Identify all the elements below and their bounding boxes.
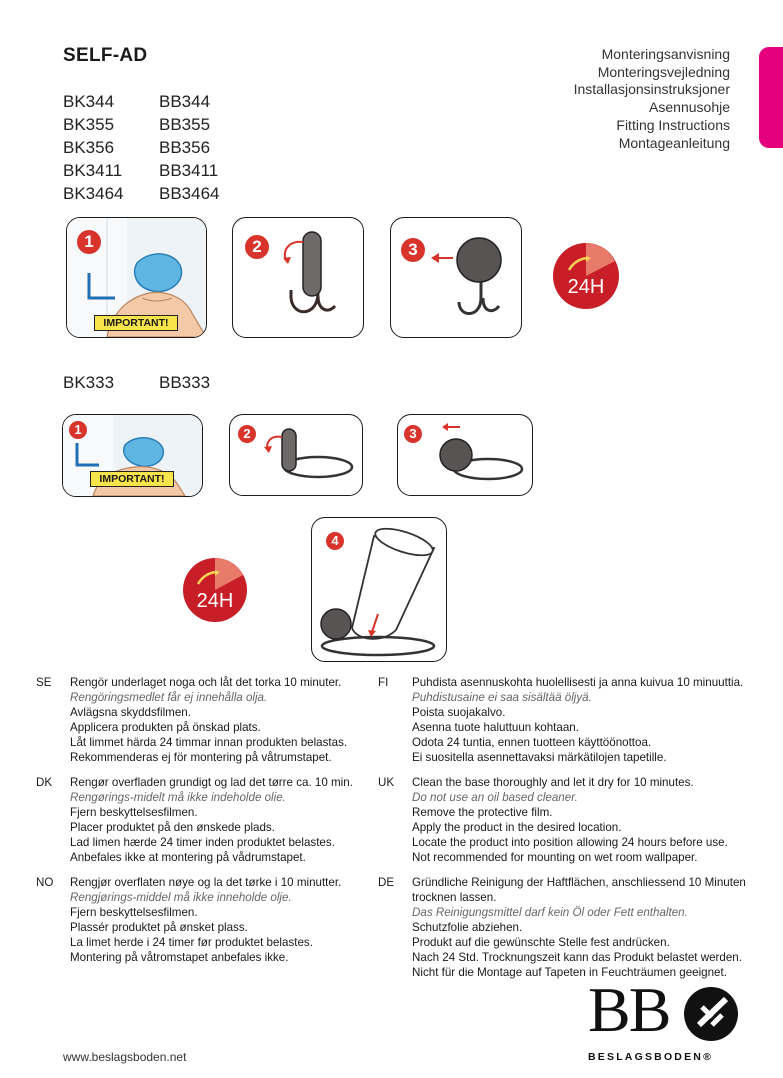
instruction-note: Rengöringsmedlet får ej innehålla olja.: [70, 691, 268, 704]
step-number: 2: [238, 425, 256, 443]
instructions-de: [378, 875, 778, 985]
instruction-title: Monteringsvejledning: [597, 63, 730, 80]
instruction-line: Fjern beskyttelsesfilmen.: [70, 906, 198, 919]
step-number: 1: [69, 421, 87, 439]
step1-panel: [66, 217, 207, 338]
step-number: 3: [401, 238, 425, 262]
instruction-titles: [574, 46, 730, 152]
hook-mount-illustration: [391, 218, 521, 337]
instruction-line: Fjern beskyttelsesfilmen.: [70, 806, 198, 819]
model-code: BB3464: [159, 184, 220, 203]
instruction-line: Lad limen hærde 24 timer inden produktet belastes.: [70, 836, 335, 849]
step-number: 4: [326, 532, 344, 550]
step-number: 2: [245, 235, 269, 259]
model-list-bk: [63, 90, 124, 205]
instruction-line: Montering på våtromstapet anbefales ikke.: [70, 951, 289, 964]
instruction-line: Produkt auf die gewünschte Stelle fest andrücken.: [412, 936, 670, 949]
language-code: FI: [378, 676, 389, 689]
instruction-note: Do not use an oil based cleaner.: [412, 791, 578, 804]
instruction-line: Placer produktet på den ønskede plads.: [70, 821, 275, 834]
instruction-line: Nicht für die Montage auf Tapeten in Feuchträumen geeignet.: [412, 966, 727, 979]
instruction-line: Rengjør overflaten nøye og la det tørke i 10 minutter.: [70, 876, 342, 889]
instruction-line: La limet herde i 24 timer før produktet belastes.: [70, 936, 313, 949]
instruction-line: trocknen lassen.: [412, 891, 497, 904]
instruction-line: Puhdista asennuskohta huolellisesti ja anna kuivua 10 minuuttia.: [412, 676, 744, 689]
instruction-line: Rengör underlaget noga och låt det torka 10 minuter.: [70, 676, 342, 689]
model-code: BK356: [63, 138, 115, 157]
model-code: BB356: [159, 138, 211, 157]
step3-panel: [390, 217, 522, 338]
wait-time-label: 24H: [196, 590, 234, 612]
instructions-uk: [378, 775, 778, 870]
cure-time-badge: [553, 243, 619, 309]
instruction-note: Rengjørings-middel må ikke inneholde olje.: [70, 891, 292, 904]
instruction-line: Not recommended for mounting on wet room wallpaper.: [412, 851, 698, 864]
instruction-note: Das Reinigungsmittel darf kein Öl oder Fett enthalten.: [412, 906, 688, 919]
instruction-line: Odota 24 tuntia, ennen tuotteen käyttöönottoa.: [412, 736, 652, 749]
language-code: DE: [378, 876, 395, 889]
instruction-line: Clean the base thoroughly and let it dry for 10 minutes.: [412, 776, 694, 789]
brand-name: BESLAGSBODEN®: [588, 1051, 714, 1063]
step2-panel-b: [229, 414, 363, 496]
instructions-se: [36, 675, 376, 770]
step-number: 1: [77, 230, 101, 254]
instructions-no: [36, 875, 376, 970]
instruction-line: Plassér produktet på ønsket plass.: [70, 921, 248, 934]
model-code-bb333: BB333: [159, 373, 211, 392]
important-label: IMPORTANT!: [94, 315, 178, 331]
instruction-line: Asenna tuote haluttuun kohtaan.: [412, 721, 579, 734]
instruction-line: Remove the protective film.: [412, 806, 553, 819]
step1-panel-b: [62, 414, 203, 497]
instruction-note: Rengørings-midelt må ikke indeholde olie.: [70, 791, 286, 804]
language-code: NO: [36, 876, 54, 889]
language-code: DK: [36, 776, 53, 789]
model-list-bb: [159, 90, 220, 205]
instruction-line: Avlägsna skyddsfilmen.: [70, 706, 191, 719]
model-code: BK355: [63, 115, 115, 134]
step3-panel-b: [397, 414, 533, 496]
step2-panel: [232, 217, 364, 338]
model-code-bk333: BK333: [63, 373, 115, 392]
instruction-title: Monteringsanvisning: [601, 46, 730, 62]
instruction-line: Låt limmet härda 24 timmar innan produkten belastas.: [70, 736, 348, 749]
brand-logo-letters: BB: [588, 974, 670, 1045]
model-code: BB3411: [159, 161, 219, 180]
instruction-title: Fitting Instructions: [616, 116, 730, 133]
model-code: BB355: [159, 115, 211, 134]
instruction-line: Anbefales ikke at montering på vådrumstapet.: [70, 851, 306, 864]
language-code: SE: [36, 676, 52, 689]
instruction-title: Montageanleitung: [618, 134, 730, 151]
wait-time-label: 24H: [567, 276, 605, 298]
instruction-line: Rengør overfladen grundigt og lad det tørre ca. 10 min.: [70, 776, 353, 789]
instruction-note: Puhdistusaine ei saa sisältää öljyä.: [412, 691, 592, 704]
model-code: BK3464: [63, 184, 124, 203]
instruction-line: Schutzfolie abziehen.: [412, 921, 523, 934]
model-code: BK344: [63, 92, 115, 111]
instructions-fi: [378, 675, 778, 770]
important-label: IMPORTANT!: [90, 471, 174, 487]
instruction-title: Asennusohje: [649, 99, 730, 116]
model-code: BK3411: [63, 161, 123, 180]
instruction-line: Nach 24 Std. Trocknungszeit kann das Produkt belastet werden.: [412, 951, 742, 964]
cure-time-badge-b: [183, 558, 247, 622]
brand-logo-icon: [682, 985, 740, 1043]
instruction-line: Rekommenderas ej för montering på våtrumstapet.: [70, 751, 332, 764]
step-number: 3: [404, 425, 422, 443]
instruction-title: Installasjonsinstruksjoner: [573, 81, 730, 98]
instruction-line: Poista suojakalvo.: [412, 706, 506, 719]
color-tab: [759, 47, 783, 148]
instruction-line: Locate the product into position allowing 24 hours before use.: [412, 836, 728, 849]
website-url: www.beslagsboden.net: [63, 1050, 187, 1064]
instruction-line: Applicera produkten på önskad plats.: [70, 721, 261, 734]
model-code: BB344: [159, 92, 211, 111]
instruction-line: Ei suositella asennettavaksi märkätilojen tapetille.: [412, 751, 667, 764]
step4-panel: [311, 517, 447, 662]
language-code: UK: [378, 776, 395, 789]
product-title: SELF-AD: [63, 45, 148, 66]
instruction-line: Gründliche Reinigung der Haftflächen, anschliessend 10 Minuten: [412, 876, 746, 889]
instruction-line: Apply the product in the desired location.: [412, 821, 622, 834]
instructions-dk: [36, 775, 376, 870]
